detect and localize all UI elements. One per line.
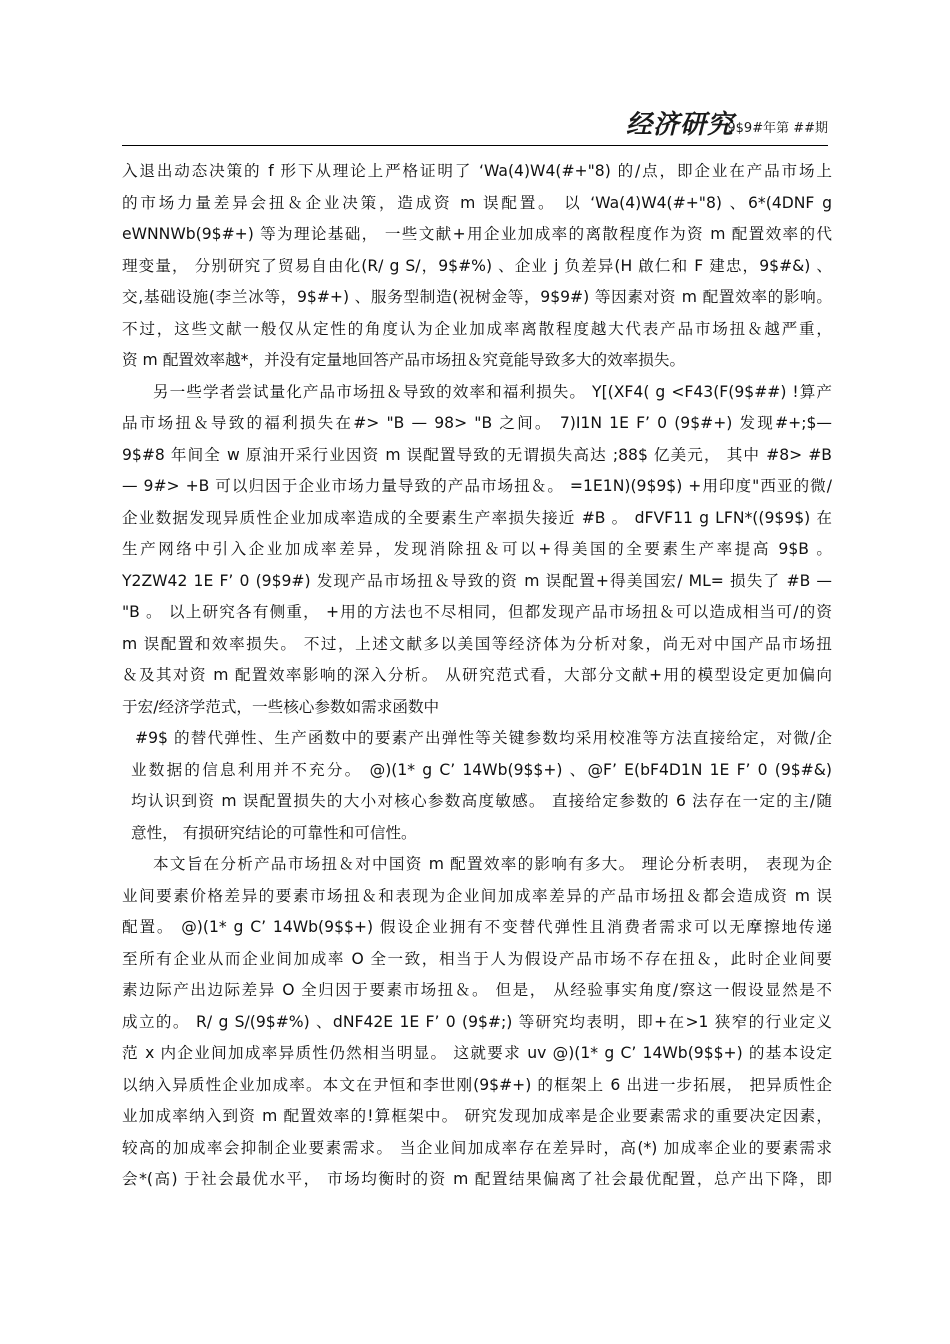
text-line: Y2ZW42 1E F’ 0 (9$9#) 发现产品市场扭＆导致的资 m 误配置+得美国宏/ ML= 损失了 #B —	[122, 571, 832, 590]
text-line: 业间要素价格差异的要素市场扭＆和表现为企业间加成率差异的产品市场扭＆都会造成资 m 误	[122, 886, 832, 905]
text-line: 入退出动态决策的 f 形下从理论上严格证明了 ‘Wa(4)W4(#+"8) 的/点，即企业在产品市场上	[122, 162, 832, 180]
text-line: 以纳入异质性企业加成率。本文在尹恒和李世刚(9$#+) 的框架上 6 出进一步拓展， 把异质性企	[122, 1075, 832, 1094]
text-line: 至所有企业从而企业间加成率 O 全一致，相当于人为假设产品市场不存在扭＆，此时企业间要	[122, 949, 832, 968]
text-line: m 误配置和效率损失。 不过，上述文献多以美国等经济体为分析对象，尚无对中国产品市场扭	[122, 634, 832, 653]
journal-logo: 经济研究	[625, 110, 734, 140]
text-line: 素边际产出边际差异 O 全归因于要素市场扭＆。 但是， 从经验事实角度/察这一假设显然是不	[122, 981, 832, 999]
text-line: "B 。 以上研究各有侧重， +用的方法也不尽相同，但都发现产品市场扭＆可以造成相当可/的资	[122, 603, 832, 621]
text-line: 不过，这些文献一般仅从定性的角度认为企业加成率离散程度越大代表产品市场扭＆越严重，	[122, 319, 832, 338]
text-line: 另一些学者尝试量化产品市场扭＆导致的效率和福利损失。 Y[(XF4( g <F43(F(9$##) !算产	[153, 382, 832, 401]
text-line: 生产网络中引入企业加成率差异，发现消除扭＆可以+得美国的全要素生产率提高 9$B 。	[122, 540, 832, 558]
text-line: 企业数据发现异质性企业加成率造成的全要素生产率损失接近 #B 。 dFVF11 g LFN*((9$9$) 在	[122, 508, 832, 527]
text-line: 成立的。 R/ g S/(9$#%) 、dNF42E 1E F’ 0 (9$#;) 等研究均表明，即+在>1 狭窄的行业定义	[122, 1012, 832, 1031]
text-line: 于宏/经济学范式，一些核心参数如需求函数中	[122, 697, 440, 716]
text-line: 会*(高) 于社会最优水平， 市场均衡时的资 m 配置结果偏离了社会最优配置，总产出下降，即	[122, 1170, 832, 1188]
text-line: 9$#8 年间全 w 原油开采行业因资 m 误配置导致的无谓损失高达 ;88$ 亿美元， 其中 #8> #B	[122, 445, 832, 464]
text-line: 理变量， 分别研究了贸易自由化(R/ g S/，9$#%) 、企业 j 负差异(H 啟仁和 F 建忠，9$#&) 、	[122, 256, 832, 275]
text-line: 交,基础设施(李兰冰等，9$#+) 、服务型制造(祝树金等，9$9#) 等因素对资 m 配置效率的影响。	[122, 288, 832, 306]
text-line: 意性， 有损研究结论的可靠性和可信性。	[131, 823, 417, 842]
text-line: 配置。 @)(1* g C’ 14Wb(9$$+) 假设企业拥有不变替代弹性且消费者需求可以无摩擦地传递	[122, 918, 832, 936]
text-line: 资 m 配置效率越*，并没有定量地回答产品市场扭＆究竟能导致多大的效率损失。	[122, 351, 686, 369]
header-rule	[122, 145, 828, 146]
text-line: 业数据的信息利用并不充分。 @)(1* g C’ 14Wb(9$$+) 、@F’ E(bF4D1N 1E F’ 0 (9$#&)	[131, 760, 832, 779]
text-line: ＆及其对资 m 配置效率影响的深入分析。 从研究范式看，大部分文献+用的模型设定更加偏向	[122, 666, 832, 684]
text-line: 业加成率纳入到资 m 配置效率的!算框架中。 研究发现加成率是企业要素需求的重要决定因素，	[122, 1107, 832, 1125]
text-line: #9$ 的替代弹性、生产函数中的要素产出弹性等关键参数均采用校准等方法直接给定，对微/企	[135, 729, 832, 747]
issue-label: 9$9#年第 ##期	[727, 121, 828, 136]
text-line: — 9#> +B 可以归因于企业市场力量导致的产品市场扭＆。 =1E1N)(9$9$) +用印度"西亚的微/	[122, 477, 832, 495]
text-line: 均认识到资 m 误配置损失的大小对核心参数高度敏感。 直接给定参数的 6 法存在一定的主/随	[131, 792, 832, 810]
text-line: 本文旨在分析产品市场扭＆对中国资 m 配置效率的影响有多大。 理论分析表明， 表现为企	[153, 855, 832, 873]
body-text	[122, 156, 832, 1196]
text-line: eWNNWb(9$#+) 等为理论基础， 一些文献+用企业加成率的离散程度作为资 m 配置效率的代	[122, 225, 832, 243]
running-header	[122, 108, 828, 144]
text-line: 较高的加成率会抑制企业要素需求。 当企业间加成率存在差异时，高(*) 加成率企业的要素需求	[122, 1138, 832, 1157]
text-line: 范 x 内企业间加成率异质性仍然相当明显。 这就要求 uv @)(1* g C’ 14Wb(9$$+) 的基本设定	[122, 1044, 832, 1062]
text-line: 的市场力量差异会扭＆企业决策，造成资 m 误配置。 以 ‘Wa(4)W4(#+"8) 、6*(4DNF g	[122, 193, 832, 212]
text-line: 品市场扭＆导致的福利损失在#> "B — 98> "B 之间。 7)I1N 1E F’ 0 (9$#+) 发现#+;$—	[122, 414, 832, 432]
